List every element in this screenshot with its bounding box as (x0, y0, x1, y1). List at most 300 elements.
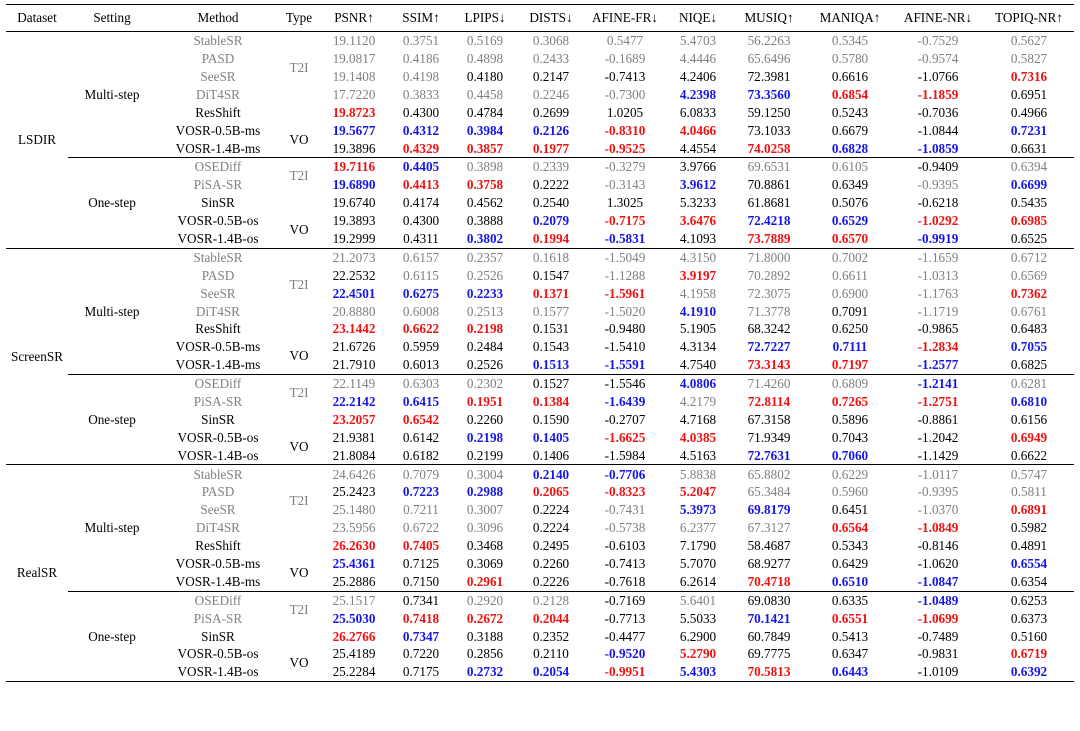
metric-value: 0.5076 (831, 195, 869, 211)
metric-value: 65.6496 (747, 51, 791, 67)
method-name: PiSA-SR (193, 610, 243, 626)
metric-value: 71.9349 (747, 429, 791, 445)
metric-value: 67.3158 (747, 411, 791, 427)
metric-value: 0.7265 (831, 394, 869, 409)
type-label: T2I (280, 158, 318, 194)
metric-value: -1.0109 (892, 663, 984, 681)
metric-value: 71.3778 (747, 303, 791, 319)
table-row (6, 374, 1074, 392)
metric-value: 0.6349 (831, 177, 869, 193)
type-label: VO (289, 438, 309, 454)
metric-value: -1.1763 (917, 285, 959, 301)
metric-value: 58.4687 (747, 538, 791, 554)
metric-value: -1.1659 (892, 248, 984, 266)
metric-value: 0.2147 (532, 68, 570, 84)
metric-value: 0.7125 (402, 556, 440, 572)
metric-value: 25.4361 (332, 556, 376, 572)
metric-value: 0.5896 (831, 411, 869, 427)
metric-value: 0.5435 (1010, 195, 1048, 211)
method-name: PiSA-SR (193, 177, 243, 193)
type-label: T2I (280, 465, 318, 537)
metric-value: 74.0258 (747, 140, 791, 156)
metric-value: -0.5738 (604, 520, 646, 536)
metric-value: 0.4891 (1010, 538, 1048, 554)
metric-value: -1.2141 (892, 374, 984, 392)
metric-value: -1.2834 (917, 339, 959, 355)
header-lpips: LPIPS↓ (452, 5, 518, 32)
metric-value: 25.5030 (332, 610, 376, 626)
metric-value: 0.6810 (1010, 394, 1048, 409)
metric-value: 0.2246 (532, 86, 570, 102)
metric-value: 5.7070 (679, 556, 717, 572)
metric-value: 21.9381 (332, 429, 376, 445)
metric-value: 69.6531 (730, 158, 808, 176)
metric-value: 0.6900 (831, 285, 869, 301)
method-name: VOSR-0.5B-ms (175, 122, 261, 138)
type-label: T2I (280, 32, 318, 104)
table-row (6, 302, 1074, 320)
table-row (6, 158, 1074, 176)
metric-value: 19.3896 (332, 140, 376, 156)
metric-value: 25.4189 (332, 646, 376, 662)
metric-value: 0.7220 (402, 646, 440, 662)
metric-value: -0.9409 (892, 158, 984, 176)
results-table (6, 4, 1074, 682)
metric-value: 0.2260 (532, 556, 570, 572)
metric-value: -0.9865 (917, 321, 959, 337)
metric-value: 0.5982 (1010, 520, 1048, 536)
method-name: PASD (201, 51, 235, 67)
metric-value: 0.1384 (532, 394, 570, 409)
metric-value: 4.4446 (679, 51, 717, 67)
metric-value: 20.8880 (332, 303, 376, 319)
metric-value: 0.6529 (831, 213, 869, 229)
type-label: T2I (280, 374, 318, 410)
metric-value: 0.6949 (1010, 429, 1048, 445)
method-name: ResShift (195, 104, 241, 120)
metric-value: 0.6828 (831, 140, 869, 156)
metric-value: 0.2233 (466, 285, 504, 301)
metric-value: 4.1093 (679, 230, 717, 246)
header-setting: Setting (68, 5, 156, 32)
metric-value: 68.9277 (747, 556, 791, 572)
metric-value: -0.8861 (917, 411, 959, 427)
metric-value: 4.2179 (679, 394, 717, 409)
metric-value: 19.8723 (332, 104, 376, 120)
metric-value: -0.2707 (604, 411, 646, 427)
metric-value: 17.7220 (332, 86, 376, 102)
metric-value: 19.3893 (332, 213, 376, 229)
method-name: VOSR-1.4B-os (177, 447, 259, 463)
metric-value: -1.0847 (917, 573, 959, 589)
metric-value: 70.4718 (747, 573, 791, 589)
metric-value: 69.0830 (730, 591, 808, 609)
metric-value: 4.7168 (679, 411, 717, 427)
metric-value: 0.3004 (452, 465, 518, 483)
metric-value: -0.7036 (917, 104, 959, 120)
header-topiq-nr: TOPIQ-NR↑ (984, 5, 1074, 32)
metric-value: 0.6253 (984, 591, 1074, 609)
metric-value: 0.5780 (831, 51, 869, 67)
metric-value: 0.2540 (532, 195, 570, 211)
metric-value: 0.7316 (1010, 68, 1048, 84)
metric-value: -1.2751 (917, 394, 959, 409)
method-name: VOSR-0.5B-os (177, 646, 259, 662)
method-name: SeeSR (200, 285, 236, 301)
method-name: VOSR-1.4B-ms (175, 140, 261, 156)
metric-value: 0.4186 (402, 51, 440, 67)
method-name: PiSA-SR (193, 394, 243, 409)
metric-value: 23.2057 (332, 411, 376, 427)
metric-value: 61.8681 (747, 195, 791, 211)
metric-value: 0.1977 (532, 140, 570, 156)
table-row (6, 104, 1074, 122)
metric-value: -0.7529 (892, 32, 984, 50)
metric-value: 0.4198 (402, 68, 440, 84)
metric-value: 65.3484 (747, 484, 791, 500)
table-row (6, 411, 1074, 429)
metric-value: 19.1408 (332, 68, 376, 84)
metric-value: 0.1531 (532, 321, 570, 337)
method-name: SeeSR (200, 68, 236, 84)
metric-value: 67.3127 (747, 520, 791, 536)
metric-value: 56.2263 (730, 32, 808, 50)
metric-value: -0.9831 (917, 646, 959, 662)
type-label (280, 194, 318, 212)
metric-value: 0.5413 (831, 628, 869, 644)
table-row (6, 267, 1074, 285)
type-label: T2I (280, 591, 318, 627)
metric-value: 0.6394 (984, 158, 1074, 176)
method-name: OSEDiff (156, 374, 280, 392)
method-name: StableSR (156, 248, 280, 266)
header-dists: DISTS↓ (518, 5, 584, 32)
metric-value: -0.1689 (604, 51, 646, 67)
metric-value: 0.6611 (832, 267, 868, 283)
metric-value: 0.6712 (984, 248, 1074, 266)
metric-value: -1.0117 (892, 465, 984, 483)
metric-value: -0.9951 (584, 663, 666, 681)
metric-value: 0.2126 (532, 122, 570, 138)
metric-value: 0.2352 (532, 628, 570, 644)
metric-value: 0.6809 (808, 374, 892, 392)
metric-value: 19.6740 (332, 195, 376, 211)
metric-value: 0.4329 (402, 140, 440, 156)
metric-value: 0.5827 (1010, 51, 1048, 67)
metric-value: 0.5627 (984, 32, 1074, 50)
metric-value: 69.7775 (747, 646, 791, 662)
metric-value: 0.6229 (808, 465, 892, 483)
header-niqe: NIQE↓ (666, 5, 730, 32)
metric-value: 6.0833 (679, 104, 717, 120)
metric-value: 73.1033 (747, 122, 791, 138)
setting-label: Multi-step (68, 32, 156, 158)
metric-value: 0.1994 (532, 230, 570, 246)
table-row (6, 591, 1074, 609)
metric-value: -1.0699 (917, 610, 959, 626)
table-row (6, 121, 1074, 139)
table-row (6, 194, 1074, 212)
metric-value: -0.7431 (604, 502, 646, 518)
metric-value: 4.4554 (679, 140, 717, 156)
metric-value: -0.9919 (917, 230, 959, 246)
method-name: SinSR (201, 195, 235, 211)
metric-value: 0.6569 (1010, 267, 1048, 283)
metric-value: 3.9766 (666, 158, 730, 176)
metric-value: 0.6622 (402, 321, 440, 337)
metric-value: -1.0844 (917, 122, 959, 138)
metric-value: 0.6985 (1010, 213, 1048, 229)
metric-value: -0.8310 (604, 122, 646, 138)
table-row (6, 176, 1074, 194)
metric-value: -1.0849 (917, 520, 959, 536)
metric-value: 0.5345 (808, 32, 892, 50)
metric-value: 23.1442 (332, 321, 376, 337)
metric-value: 0.2260 (466, 411, 504, 427)
metric-value: 21.2073 (318, 248, 390, 266)
header-psnr: PSNR↑ (318, 5, 390, 32)
metric-value: -0.3143 (604, 177, 646, 193)
table-row (6, 139, 1074, 157)
type-label: VO (289, 564, 309, 580)
metric-value: 0.4784 (466, 104, 504, 120)
metric-value: 0.2044 (532, 610, 570, 626)
metric-value: 0.2065 (532, 484, 570, 500)
method-name: DiT4SR (196, 303, 240, 319)
table-body (6, 32, 1074, 682)
metric-value: 5.8838 (666, 465, 730, 483)
method-name: DiT4SR (196, 86, 240, 102)
table-row (6, 645, 1074, 663)
metric-value: 0.6415 (402, 394, 440, 409)
metric-value: 0.7055 (1010, 339, 1048, 355)
metric-value: 0.2856 (466, 646, 504, 662)
metric-value: 5.3233 (679, 195, 717, 211)
method-name: VOSR-1.4B-os (177, 230, 259, 246)
metric-value: 59.1250 (747, 104, 791, 120)
metric-value: 0.6335 (808, 591, 892, 609)
metric-value: 0.5343 (831, 538, 869, 554)
metric-value: 0.6182 (402, 447, 440, 463)
metric-value: 0.7175 (390, 663, 452, 681)
metric-value: 26.2630 (332, 538, 376, 554)
setting-label: One-step (68, 158, 156, 248)
metric-value: 0.6303 (390, 374, 452, 392)
metric-value: 0.1618 (518, 248, 584, 266)
method-name: SinSR (201, 411, 235, 427)
metric-value: 0.2222 (532, 177, 570, 193)
metric-value: 70.2892 (747, 267, 791, 283)
setting-label: Multi-step (68, 248, 156, 374)
metric-value: 0.1371 (532, 285, 570, 301)
metric-value: 0.6631 (1010, 140, 1048, 156)
metric-value: 0.2198 (466, 321, 504, 337)
metric-value: 0.1543 (532, 339, 570, 355)
metric-value: 0.1951 (466, 394, 504, 409)
metric-value: 0.7197 (831, 357, 869, 373)
metric-value: -1.5049 (584, 248, 666, 266)
metric-value: -1.6625 (604, 429, 646, 445)
metric-value: 0.3984 (466, 122, 504, 138)
metric-value: 4.0806 (666, 374, 730, 392)
metric-value: 0.2140 (518, 465, 584, 483)
metric-value: 0.2433 (532, 51, 570, 67)
metric-value: 0.4898 (466, 51, 504, 67)
metric-value: 19.0817 (332, 51, 376, 67)
metric-value: 0.5477 (584, 32, 666, 50)
metric-value: 0.1527 (518, 374, 584, 392)
metric-value: -1.5546 (584, 374, 666, 392)
metric-value: 0.2672 (466, 610, 504, 626)
table-row (6, 663, 1074, 681)
type-label: VO (289, 131, 309, 147)
metric-value: 0.2224 (532, 520, 570, 536)
metric-value: 0.1547 (532, 267, 570, 283)
metric-value: -1.0620 (917, 556, 959, 572)
metric-value: -0.3279 (584, 158, 666, 176)
header-afine-fr: AFINE-FR↓ (584, 5, 666, 32)
type-label: VO (280, 645, 318, 681)
metric-value: 0.2495 (532, 538, 570, 554)
metric-value: 0.7002 (808, 248, 892, 266)
metric-value: 5.2047 (679, 484, 717, 500)
table-row (6, 501, 1074, 519)
metric-value: -1.1859 (917, 86, 959, 102)
metric-value: 19.5677 (332, 122, 376, 138)
metric-value: 0.6564 (831, 520, 869, 536)
metric-value: 0.6679 (831, 122, 869, 138)
table-row (6, 320, 1074, 338)
metric-value: 5.4703 (666, 32, 730, 50)
method-name: VOSR-1.4B-ms (175, 357, 261, 373)
metric-value: 73.3143 (747, 357, 791, 373)
table-row (6, 465, 1074, 483)
metric-value: 0.2110 (533, 646, 569, 662)
method-name: StableSR (156, 32, 280, 50)
metric-value: -0.7169 (584, 591, 666, 609)
metric-value: -0.8146 (917, 538, 959, 554)
metric-value: 0.6157 (390, 248, 452, 266)
header-ssim: SSIM↑ (390, 5, 452, 32)
metric-value: 0.7079 (390, 465, 452, 483)
metric-value: 68.3242 (747, 321, 791, 337)
header-afine-nr: AFINE-NR↓ (892, 5, 984, 32)
metric-value: -0.8323 (604, 484, 646, 500)
table-row (6, 429, 1074, 447)
table-row (6, 86, 1074, 104)
metric-value: 0.3888 (466, 213, 504, 229)
metric-value: 72.3981 (747, 68, 791, 84)
metric-value: 4.1958 (679, 285, 717, 301)
metric-value: 4.7540 (679, 357, 717, 373)
metric-value: 0.4180 (466, 68, 504, 84)
metric-value: 0.2128 (518, 591, 584, 609)
metric-value: 0.6142 (402, 429, 440, 445)
metric-value: 4.0385 (679, 429, 717, 445)
metric-value: 72.7631 (747, 447, 791, 463)
metric-value: 0.2054 (518, 663, 584, 681)
metric-value: -0.7413 (604, 556, 646, 572)
metric-value: 0.7347 (402, 628, 440, 644)
table-row (6, 284, 1074, 302)
metric-value: 0.3096 (466, 520, 504, 536)
metric-value: 0.7043 (831, 429, 869, 445)
metric-value: -0.9525 (604, 140, 646, 156)
metric-value: 0.6156 (1010, 411, 1048, 427)
metric-value: 60.7849 (747, 628, 791, 644)
metric-value: 0.4458 (466, 86, 504, 102)
metric-value: -1.0292 (917, 213, 959, 229)
method-name: VOSR-0.5B-os (177, 213, 259, 229)
metric-value: -0.7300 (604, 86, 646, 102)
metric-value: 0.3069 (466, 556, 504, 572)
setting-label: One-step (68, 591, 156, 681)
table-row (6, 356, 1074, 374)
metric-value: 6.2614 (679, 573, 717, 589)
metric-value: 22.2532 (332, 267, 376, 283)
metric-value: -0.9395 (917, 177, 959, 193)
header-dataset: Dataset (6, 5, 68, 32)
metric-value: -0.7706 (584, 465, 666, 483)
metric-value: -1.5591 (604, 357, 646, 373)
metric-value: 0.4311 (403, 230, 439, 246)
metric-value: 0.2199 (466, 447, 504, 463)
metric-value: 0.6250 (831, 321, 869, 337)
metric-value: 73.7889 (747, 230, 791, 246)
header-musiq: MUSIQ↑ (730, 5, 808, 32)
metric-value: 4.3150 (666, 248, 730, 266)
metric-value: 3.9197 (679, 267, 717, 283)
metric-value: -1.5410 (604, 339, 646, 355)
metric-value: -1.1719 (917, 303, 959, 319)
metric-value: 5.2790 (679, 646, 717, 662)
metric-value: 0.1577 (532, 303, 570, 319)
metric-value: -1.0859 (917, 140, 959, 156)
metric-value: 4.2406 (679, 68, 717, 84)
metric-value: 4.0466 (679, 122, 717, 138)
metric-value: 0.7211 (403, 502, 439, 518)
metric-value: 0.4405 (390, 158, 452, 176)
type-label (280, 537, 318, 555)
table-row (6, 446, 1074, 464)
metric-value: 21.8084 (332, 447, 376, 463)
method-name: VOSR-1.4B-os (156, 663, 280, 681)
metric-value: 4.5163 (679, 447, 717, 463)
method-name: VOSR-0.5B-ms (175, 556, 261, 572)
metric-value: 0.7362 (1010, 285, 1048, 301)
metric-value: 21.6726 (332, 339, 376, 355)
metric-value: 5.5033 (679, 610, 717, 626)
metric-value: -0.7413 (604, 68, 646, 84)
table-row (6, 212, 1074, 230)
metric-value: 0.3007 (466, 502, 504, 518)
metric-value: 0.5959 (402, 339, 440, 355)
metric-value: 73.3560 (747, 86, 791, 102)
dataset-label: RealSR (6, 465, 68, 682)
metric-value: 0.6115 (403, 267, 439, 283)
metric-value: 19.7116 (318, 158, 390, 176)
method-name: SinSR (201, 628, 235, 644)
method-name: ResShift (195, 321, 241, 337)
metric-value: 0.2198 (466, 429, 504, 445)
table-row (6, 248, 1074, 266)
results-table-container (6, 4, 1074, 682)
metric-value: 0.6451 (831, 502, 869, 518)
metric-value: 23.5956 (332, 520, 376, 536)
metric-value: 0.2226 (532, 573, 570, 589)
metric-value: -0.6218 (917, 195, 959, 211)
metric-value: 0.2961 (466, 573, 504, 589)
